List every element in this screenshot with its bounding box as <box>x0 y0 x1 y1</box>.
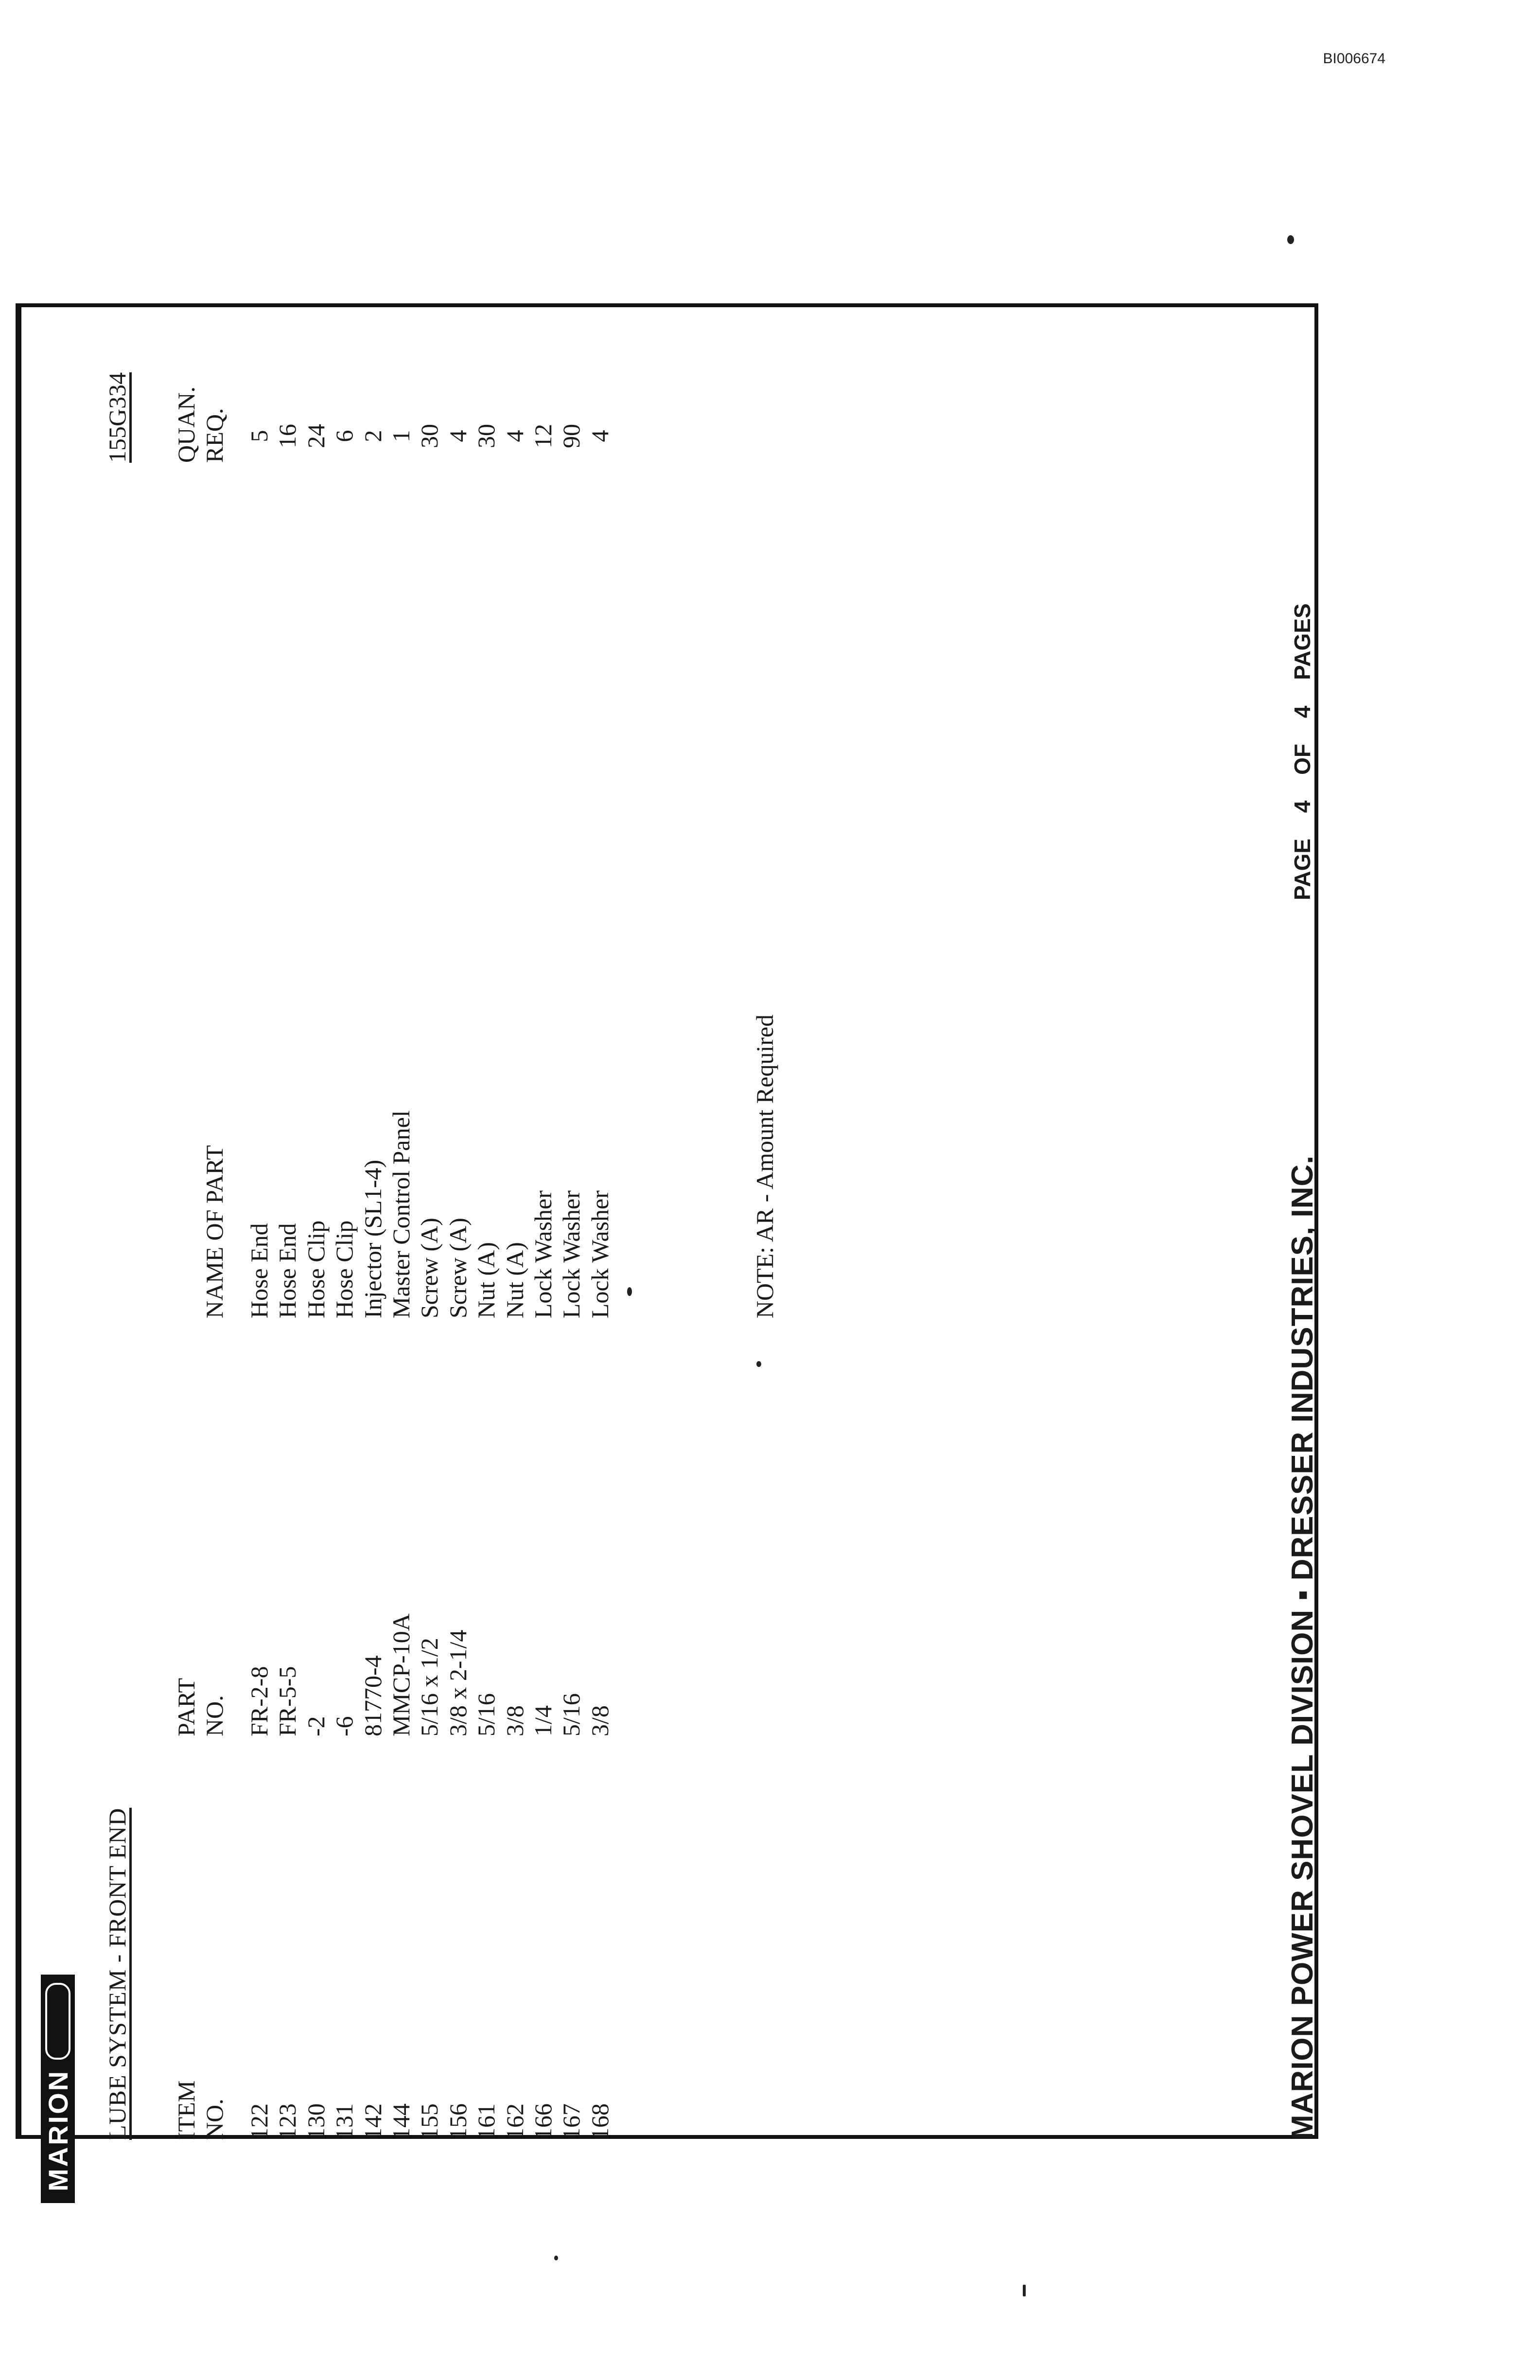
table-cell-part: 3/8 <box>501 1705 528 1736</box>
table-cell-qty: 4 <box>501 430 528 442</box>
table-cell-qty: 4 <box>444 430 472 442</box>
page-title: LUBE SYSTEM - FRONT END <box>104 1807 131 2140</box>
header-qty-line2: REQ. <box>201 408 228 463</box>
header-item-no <box>172 2081 228 2140</box>
table-cell-name: Lock Washer <box>586 1190 613 1318</box>
header-qty-line1: QUAN. <box>173 386 200 463</box>
table-cell-name: Lock Washer <box>529 1190 557 1318</box>
table-cell-name: Master Control Panel <box>387 1110 415 1318</box>
table-cell-name: Screw (A) <box>416 1218 443 1318</box>
table-cell-item: 122 <box>245 2103 273 2140</box>
table-cell-name: Nut (A) <box>501 1242 528 1318</box>
part-name-column <box>245 1110 614 1318</box>
table-cell-item: 131 <box>331 2103 358 2140</box>
rotated-page-content <box>41 372 1329 2203</box>
table-cell-name: Hose Clip <box>331 1220 358 1318</box>
table-cell-qty: 2 <box>359 430 386 442</box>
table-cell-part: FR-2-8 <box>245 1666 273 1736</box>
table-cell-item: 155 <box>416 2103 443 2140</box>
header-item-line1: ITEM <box>173 2080 200 2140</box>
table-cell-name: Screw (A) <box>444 1218 472 1318</box>
header-part-line2: NO. <box>201 1695 228 1736</box>
table-cell-qty: 6 <box>331 430 358 442</box>
table-cell-qty: 16 <box>274 424 301 448</box>
header-quantity <box>172 386 228 463</box>
logo-text: MARION <box>42 2069 73 2191</box>
marion-logo <box>41 1975 75 2203</box>
logo-emblem-icon <box>45 1983 70 2060</box>
table-cell-name: Nut (A) <box>472 1242 500 1318</box>
header-part-line1: PART <box>173 1678 200 1736</box>
table-cell-name: Hose End <box>245 1223 273 1318</box>
parts-list-form <box>16 303 1319 2191</box>
table-cell-item: 156 <box>444 2103 472 2140</box>
part-number-column <box>245 1613 614 1736</box>
table-cell-part: FR-5-5 <box>274 1666 301 1736</box>
footnote: NOTE: AR - Amount Required <box>751 1015 778 1318</box>
scan-speck <box>756 1361 761 1367</box>
scan-speck <box>627 1287 632 1296</box>
drawing-number: 155G334 <box>104 372 131 463</box>
table-cell-item: 130 <box>302 2103 330 2140</box>
table-cell-name: Hose End <box>274 1223 301 1318</box>
table-cell-qty: 90 <box>558 424 585 448</box>
table-cell-part: 3/8 <box>586 1705 613 1736</box>
table-cell-qty: 5 <box>245 430 273 442</box>
table-cell-part: 5/16 x 1/2 <box>416 1638 443 1736</box>
document-id: BI006674 <box>1323 51 1385 67</box>
table-cell-item: 167 <box>558 2103 585 2140</box>
quantity-column <box>245 409 614 463</box>
header-name-of-part: NAME OF PART <box>201 1145 228 1318</box>
table-cell-part: -6 <box>331 1716 358 1736</box>
table-cell-part: 3/8 x 2-1/4 <box>444 1629 472 1736</box>
table-cell-item: 168 <box>586 2103 613 2140</box>
company-name: MARION POWER SHOVEL DIVISION ▪ DRESSER INDUSTRIES, INC. <box>1286 1155 1319 2140</box>
table-cell-item: 142 <box>359 2103 386 2140</box>
table-cell-item: 144 <box>387 2103 415 2140</box>
scan-speck <box>1023 2285 1026 2296</box>
header-item-line2: NO. <box>201 2099 228 2140</box>
table-cell-qty: 12 <box>529 424 557 448</box>
item-number-column <box>245 2103 614 2140</box>
table-cell-part: 1/4 <box>529 1705 557 1736</box>
table-cell-part: 81770-4 <box>359 1655 386 1736</box>
table-cell-part: -2 <box>302 1716 330 1736</box>
table-cell-qty: 30 <box>416 424 443 448</box>
table-cell-name: Injector (SL1-4) <box>359 1159 386 1318</box>
table-cell-item: 161 <box>472 2103 500 2140</box>
table-cell-item: 162 <box>501 2103 528 2140</box>
scan-speck <box>554 2256 558 2260</box>
table-cell-qty: 1 <box>387 430 415 442</box>
table-cell-qty: 30 <box>472 424 500 448</box>
page-number: PAGE 4 OF 4 PAGES <box>1290 603 1315 900</box>
table-cell-part: 5/16 <box>558 1693 585 1736</box>
table-cell-name: Lock Washer <box>558 1190 585 1318</box>
table-cell-item: 123 <box>274 2103 301 2140</box>
table-cell-item: 166 <box>529 2103 557 2140</box>
table-cell-name: Hose Clip <box>302 1220 330 1318</box>
table-cell-part: MMCP-10A <box>387 1613 415 1736</box>
table-cell-qty: 24 <box>302 424 330 448</box>
table-cell-qty: 4 <box>586 430 613 442</box>
scan-speck <box>1287 235 1294 244</box>
table-cell-part: 5/16 <box>472 1693 500 1736</box>
page-footer <box>1285 404 1324 2203</box>
header-part-no <box>172 1678 228 1736</box>
